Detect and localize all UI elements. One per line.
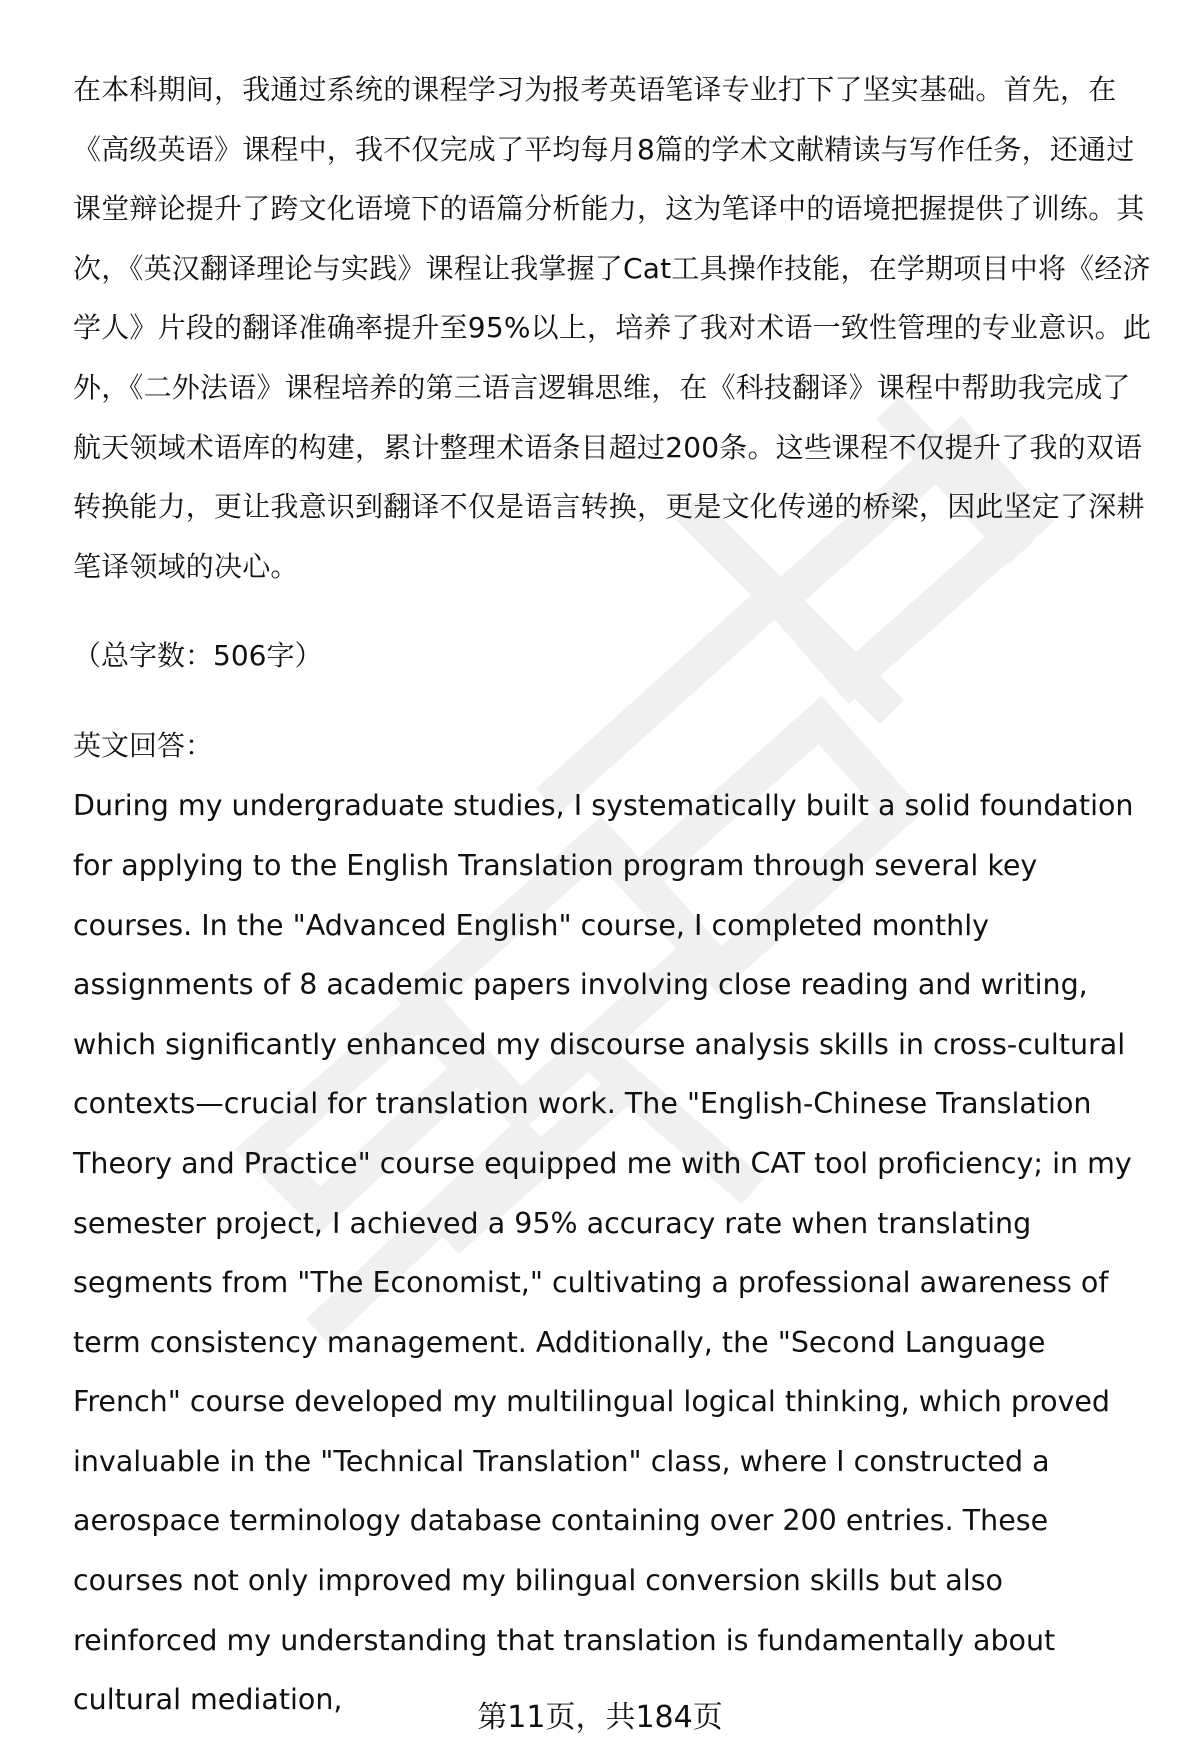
page-number-footer: 第11页，共184页 — [477, 1700, 723, 1735]
word-count-note: （总字数：506字） — [73, 639, 323, 673]
chinese-answer-paragraph: 在本科期间，我通过系统的课程学习为报考英语笔译专业打下了坚实基础。首先，在《高级英语》课程中，我不仅完成了平均每月8篇的学术文献精读与写作任务，还通过课堂辩论提升了跨文化语境下的语篇分析能力，这为笔译中的语境把握提供了训练。其次，《英汉翻译理论与实践》课程让我掌握了Cat工具操作技能，在学期项目中将《经济学人》片段的翻译准确率提升至95%以上，培养了我对术语一致性管理的专业意识。此外，《二外法语》课程培养的第三语言逻辑思维，在《科技翻译》课程中帮助我完成了航天领域术语库的构建，累计整理术语条目超过200条。这些课程不仅提升了我的双语转换能力，更让我意识到翻译不仅是语言转换，更是文化传递的桥梁，因此坚定了深耕笔译领域的决心。 — [73, 73, 1152, 583]
english-answer-heading: 英文回答： — [73, 729, 214, 763]
document-page — [73, 60, 1155, 1730]
english-answer-paragraph: During my undergraduate studies, I systematically built a solid foundation for applying to the English Translation program through several key courses. In the "Advanced English" course, I completed monthly assignments of 8 academic papers involving close reading and writing, which significantly enhanced my discourse analysis skills in cross-cultural contexts—crucial for translation work. The "English-Chinese Translation Theory and Practice" course equipped me with CAT tool proficiency; in my semester project, I achieved a 95% accuracy rate when translating segments from "The Economist," cultivating a professional awareness of term consistency management. Additionally, the "Second Language French" course developed my multilingual logical thinking, which proved invaluable in the "Technical Translation" class, where I constructed a aerospace terminology database containing over 200 entries. These courses not only improved my bilingual conversion skills but also reinforced my understanding that translation is fundamentally about cultural mediation, — [73, 789, 1134, 1717]
